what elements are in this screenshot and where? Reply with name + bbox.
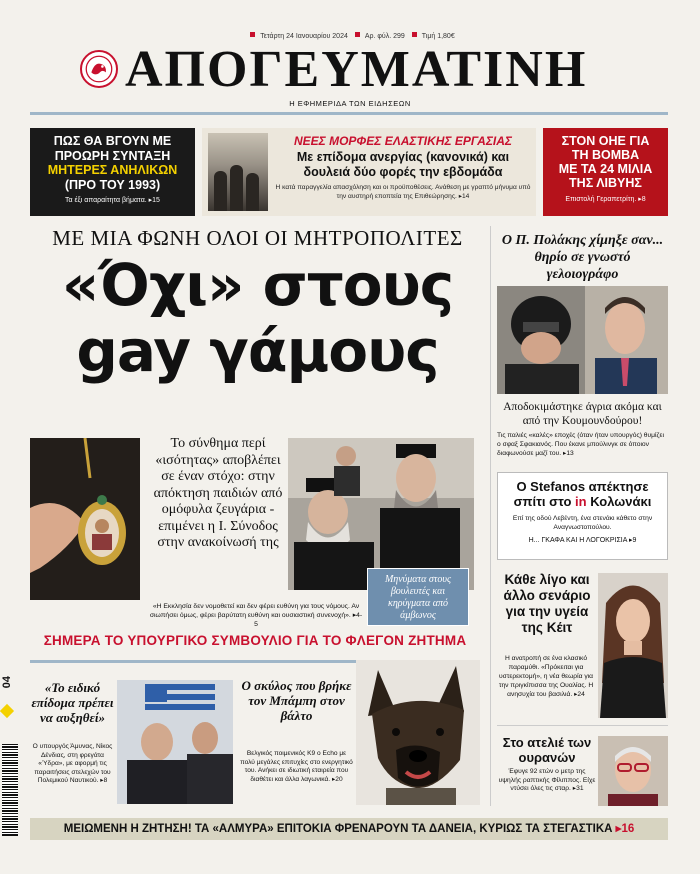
atelier-text: Έφυγε 92 ετών ο μετρ της υψηλής ραπτικής Φίλιππος. Είχε ντύσει όλες τις σταρ. ▸31 (498, 768, 596, 792)
stefanos-head-end: Κολωνάκι (590, 494, 652, 509)
teaser-un-libya[interactable] (543, 128, 668, 216)
page-ref: ▸8 (100, 777, 108, 785)
logo-emblem-icon (80, 50, 118, 88)
kate-text: Η ανατροπή σε ένα κλασικό παραμύθι. «Πρόκειται για υστερεκτομή», η νέα θεωρία για την πριγκίπισσα της Ουαλίας. Η ανησυχία του βασιλιά. ▸24 (498, 655, 594, 698)
dog-headline[interactable]: Ο σκύλος που βρήκε τον Μπάμπη στον βάλτο (241, 678, 352, 723)
frigate-photo (117, 680, 233, 804)
polakis-caption: Αποδοκιμάστηκε άγρια ακόμα και από την Κουμουνδούρου! (503, 401, 662, 427)
main-headline[interactable] (30, 252, 485, 384)
teaser-line: ΠΡΟΩΡΗ ΣΥΝΤΑΞΗ (54, 148, 171, 163)
page-ref: ▸20 (331, 775, 343, 783)
main-kicker: ΜΕ ΜΙΑ ΦΩΝΗ ΟΛΟΙ ΟΙ ΜΗΤΡΟΠΟΛΙΤΕΣ (52, 226, 463, 250)
teaser-early-pension[interactable] (30, 128, 195, 216)
page-ref: ▸31 (572, 785, 584, 792)
designer-photo (598, 736, 668, 806)
photo-caption: Μηνύματα στους βουλευτές και κηρύγματα από άμβωνος (367, 568, 469, 626)
stefanos-text: Επί της οδού Λεβέντη, ένα στενάκι κάθετο στην Αναγνωστοπούλου. (512, 515, 653, 531)
headline-line: «Όχι» στους (61, 251, 454, 319)
newspaper-tagline: Η ΕΦΗΜΕΡΙΔΑ ΤΩΝ ΕΙΔΗΣΕΩΝ (289, 99, 411, 108)
teaser-flexible-work[interactable] (202, 128, 536, 216)
headline-line: gay γάμους (76, 317, 439, 385)
newspaper-title: ΑΠΟΓΕΥΜΑΤΙΝΗ (125, 41, 588, 98)
reliquary-photo (30, 438, 140, 600)
column-divider (490, 226, 491, 806)
dendias-text: Ο υπουργός Άμυνας, Νίκος Δένδιας, στη φρεγάτα «Ύδρα», με αφορμή τις παραιτήσεις στελεχών του Πολεμικού Ναυτικού. ▸8 (32, 743, 113, 785)
page-ref: ▸15 (148, 197, 160, 204)
polakis-photo (497, 286, 668, 394)
page-ref: ▸8 (638, 196, 646, 203)
page-ref: ▸16 (615, 823, 635, 835)
side-diamond-icon (0, 704, 14, 718)
page-ref: ▸9 (628, 537, 637, 544)
teaser-line: (ΠΡΟ ΤΟΥ 1993) (64, 177, 161, 192)
teaser-line: ΤΗ ΒΟΜΒΑ (571, 148, 640, 162)
teaser-kicker: ΝΕΕΣ ΜΟΡΦΕΣ ΕΛΑΣΤΙΚΗΣ ΕΡΓΑΣΙΑΣ (293, 134, 512, 148)
footer-headline-bar[interactable] (30, 818, 668, 840)
teaser-line: ΜΕ ΤΑ 24 ΜΙΛΙΑ (558, 162, 653, 176)
teaser-line: ΣΤΟΝ ΟΗΕ ΓΙΑ (561, 134, 650, 148)
issue-date: Τετάρτη 24 Ιανουαρίου 2024 (260, 33, 348, 40)
stefanos-footer: Η... ΓΚΑΦΑ ΚΑΙ Η ΛΟΓΟΚΡΙΣΙΑ (528, 537, 627, 544)
teaser-sub: Τα έξι απαραίτητα βήματα. (65, 197, 147, 204)
synod-quote: «Η Εκκλησία δεν νομοθετεί και δεν φέρει ευθύνη για τους νόμους. Αν σιωπήσει όμως, φέρει βαρύτατη ευθύνη και ουσιαστική συνενοχή». ▸4-5 (149, 603, 363, 628)
issue-number: Αρ. φύλ. 299 (364, 33, 405, 40)
teaser-line: ΤΗΣ ΛΙΒΥΗΣ (569, 176, 642, 190)
stefanos-head-in: in (575, 494, 587, 509)
masthead-info (0, 32, 700, 40)
top-divider (30, 112, 668, 115)
teaser-headline: Με επίδομα ανεργίας (κανονικά) και δουλειά δύο φορές την εβδομάδα (296, 150, 510, 179)
kate-photo (598, 573, 668, 718)
side-issue-number: 04 (1, 676, 13, 689)
polakis-headline[interactable]: Ο Π. Πολάκης χίμηξε σαν... θηρίο σε γνωστό γελοιογράφο (501, 233, 664, 282)
footer-text: ΜΕΙΩΜΕΝΗ Η ΖΗΤΗΣΗ! ΤΑ «ΑΛΜΥΡΑ» ΕΠΙΤΟΚΙΑ ΦΡΕΝΑΡΟΥΝ ΤΑ ΔΑΝΕΙΑ, ΚΥΡΙΩΣ ΤΑ ΣΤΕΓΑΣΤΙΚΑ (63, 823, 613, 835)
barcode-icon (2, 744, 18, 836)
teaser-sub: Επιστολή Γεραπετρίτη. (565, 196, 637, 203)
teaser-line: ΠΩΣ ΘΑ ΒΓΟΥΝ ΜΕ (53, 134, 172, 148)
right-divider (497, 725, 668, 726)
page-ref: ▸14 (458, 193, 470, 200)
dog-photo (356, 660, 480, 805)
issue-price: Τιμή 1,80€ (421, 33, 455, 40)
page-ref: ▸13 (562, 450, 574, 457)
dog-text: Βελγικός ποιμενικός K9 ο Echo με πολύ μεγάλες επιτυχίες στο ενεργητικό του. Ανήκει σε ιδιωτική εταιρεία που διαθέτει και άλλα λαγωνικά. ▸20 (240, 750, 353, 783)
polakis-text: Τις παλιές «καλές» εποχές (όταν ήταν υπουργός) θυμίζει ο σφαξ Σφακιανός. Που έκανε μπούλινγκ σε όποιον διαφωνούσε μαζί του. ▸13 (497, 432, 664, 457)
atelier-headline[interactable]: Στο ατελιέ των ουρανών (502, 735, 592, 765)
stefanos-box[interactable] (497, 472, 668, 560)
main-body: Το σύνθημα περί «ισότητας» αποβλέπει σε έναν στόχο: στην απόκτηση παιδιών από ομόφυλα ζευγάρια - επιμένει η Ι. Σύνοδος στην ανακοίνωσή της (153, 436, 283, 550)
page-ref: ▸4-5 (254, 612, 363, 628)
teaser-text: Η κατά παραγγελία απασχόληση και οι προϋποθέσεις. Ανάθεση με γραπτό μήνυμα υπό την αυστηρή εποπτεία της Επιθεώρησης. ▸14 (275, 184, 531, 200)
office-photo (208, 133, 268, 211)
dendias-headline[interactable]: «Το ειδικό επίδομα πρέπει να αυξηθεί» (31, 680, 114, 725)
page-ref: ▸24 (574, 691, 585, 698)
stefanos-head: Ο Stefanos απέκτησε σπίτι στο (513, 479, 649, 509)
cabinet-line: ΣΗΜΕΡΑ ΤΟ ΥΠΟΥΡΓΙΚΟ ΣΥΜΒΟΥΛΙΟ ΓΙΑ ΤΟ ΦΛΕΓΟΝ ΖΗΤΗΜΑ (43, 633, 467, 648)
kate-headline[interactable]: Κάθε λίγο και άλλο σενάριο για την υγεία της Κέιτ (503, 572, 591, 635)
teaser-line-highlight: ΜΗΤΕΡΕΣ ΑΝΗΛΙΚΩΝ (47, 163, 178, 177)
